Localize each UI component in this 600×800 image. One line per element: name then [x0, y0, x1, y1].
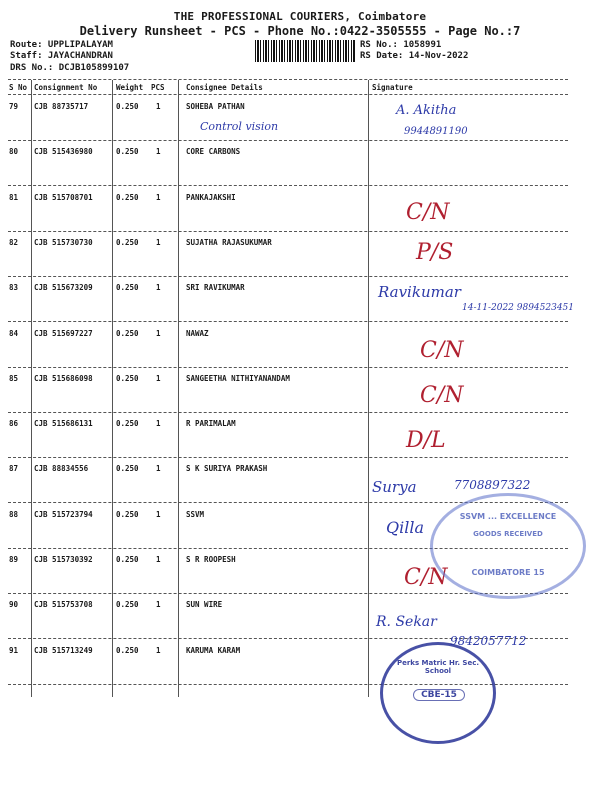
consignee-cell: S K SURIYA PRAKASH: [186, 464, 268, 474]
consignment-cell: CJB 515730730: [34, 237, 93, 247]
sno-cell: 89: [9, 555, 19, 564]
consignment-cell: CJB 515708701: [34, 192, 93, 202]
pcs-cell: 1: [156, 373, 161, 383]
staff-label: Staff: JAYACHANDRAN: [10, 51, 113, 61]
table-row: [0, 232, 600, 278]
pcs-cell: 1: [156, 328, 161, 338]
consignment-cell: CJB 515436980: [34, 147, 93, 157]
table-row: [0, 141, 600, 187]
consignment-cell: CJB 88735717: [34, 102, 89, 111]
sno-cell: 80: [9, 147, 19, 157]
table-row: [0, 96, 600, 142]
weight-cell: 0.250: [116, 237, 139, 247]
consignee-cell: SUJATHA RAJASUKUMAR: [186, 237, 272, 247]
signature: A. Akitha: [396, 103, 457, 118]
school-stamp-code: CBE-15: [413, 689, 465, 701]
signature: D/L: [406, 428, 446, 453]
table-row: [0, 413, 600, 459]
pcs-cell: 1: [156, 147, 161, 157]
barcode: [255, 40, 355, 62]
pcs-cell: 1: [156, 283, 161, 293]
weight-cell: 0.250: [116, 419, 139, 429]
signature: P/S: [416, 240, 454, 265]
consignment-cell: CJB 515686098: [34, 373, 93, 383]
weight-cell: 0.250: [116, 328, 139, 338]
sno-cell: 81: [9, 192, 19, 202]
sno-cell: 82: [9, 237, 19, 247]
signature: C/N: [420, 383, 464, 408]
sno-cell: 83: [9, 283, 19, 293]
rs-no: RS No.: 1058991: [360, 40, 442, 50]
signature: Qilla: [386, 518, 425, 537]
sno-cell: 88: [9, 509, 19, 519]
consignee-cell: NAWAZ: [186, 328, 209, 338]
consignee-cell: SRI RAVIKUMAR: [186, 283, 245, 293]
col-consignment: Consignment No: [34, 83, 98, 92]
consignment-cell: CJB 515730392: [34, 555, 93, 564]
weight-cell: 0.250: [116, 283, 139, 293]
weight-cell: 0.250: [116, 509, 139, 519]
weight-cell: 0.250: [116, 192, 139, 202]
signature: C/N: [406, 200, 450, 225]
signature: Ravikumar: [378, 283, 461, 301]
signature: C/N: [404, 565, 448, 590]
col-pcs: PCS: [151, 83, 165, 92]
table-row: [0, 323, 600, 369]
weight-cell: 0.250: [116, 645, 139, 655]
consignee-cell: SSVM: [186, 509, 205, 519]
weight-cell: 0.250: [116, 147, 139, 157]
col-weight: Weight: [116, 83, 144, 92]
table-row: [0, 368, 600, 414]
consignee-cell: R PARIMALAM: [186, 419, 236, 429]
signature: C/N: [420, 338, 464, 363]
consignment-cell: CJB 515673209: [34, 283, 93, 293]
table-row: [0, 187, 600, 233]
school-stamp: [380, 642, 496, 744]
signature-extra: 14-11-2022 9894523451: [462, 303, 575, 313]
ssvm-stamp: [430, 493, 586, 599]
weight-cell: 0.250: [116, 464, 139, 474]
pcs-cell: 1: [156, 102, 161, 111]
weight-cell: 0.250: [116, 600, 139, 610]
sno-cell: 91: [9, 645, 19, 655]
consignee-cell: SOHEBA PATHAN: [186, 102, 245, 111]
route-label: Route: UPPLIPALAYAM: [10, 40, 113, 50]
consignment-cell: CJB 515697227: [34, 328, 93, 338]
consignee-cell: PANKAJAKSHI: [186, 192, 236, 202]
col-signature: Signature: [372, 83, 413, 92]
ssvm-stamp-city: COIMBATORE 15: [471, 568, 545, 577]
ssvm-stamp-goods: GOODS RECEIVED: [473, 530, 543, 538]
consignment-cell: CJB 515713249: [34, 645, 93, 655]
signature: R. Sekar: [376, 614, 437, 630]
consignee-cell: S R ROOPESH: [186, 555, 236, 564]
pcs-cell: 1: [156, 464, 161, 474]
consignment-cell: CJB 88834556: [34, 464, 89, 474]
table-row: [0, 277, 600, 323]
sno-cell: 86: [9, 419, 19, 429]
pcs-cell: 1: [156, 600, 161, 610]
table-row: [0, 640, 600, 686]
school-stamp-title: Perks Matric Hr. Sec. School: [396, 659, 480, 675]
weight-cell: 0.250: [116, 102, 139, 111]
rs-date: RS Date: 14-Nov-2022: [360, 51, 469, 61]
pcs-cell: 1: [156, 645, 161, 655]
signature-extra: 9842057712: [450, 634, 527, 648]
consignee-cell: KARUMA KARAM: [186, 645, 241, 655]
pcs-cell: 1: [156, 419, 161, 429]
consignee-cell: SANGEETHA NITHIYANANDAM: [186, 373, 290, 383]
handwritten-note: Control vision: [200, 120, 279, 133]
pcs-cell: 1: [156, 509, 161, 519]
ssvm-stamp-title: SSVM ... EXCELLENCE: [459, 512, 557, 521]
sno-cell: 79: [9, 102, 19, 111]
signature: Surya: [372, 478, 417, 496]
sno-cell: 90: [9, 600, 19, 610]
header-bottom-rule: [8, 94, 568, 95]
sno-cell: 84: [9, 328, 19, 338]
consignee-cell: SUN WIRE: [186, 600, 223, 610]
pcs-cell: 1: [156, 555, 161, 564]
header-top-rule: [8, 79, 568, 80]
consignment-cell: CJB 515753708: [34, 600, 93, 610]
signature-extra: 7708897322: [454, 478, 531, 492]
pcs-cell: 1: [156, 192, 161, 202]
weight-cell: 0.250: [116, 555, 139, 564]
doc-subtitle: Delivery Runsheet - PCS - Phone No.:0422-3505555 - Page No.:7: [79, 24, 521, 38]
consignment-cell: CJB 515723794: [34, 509, 93, 519]
doc-title: THE PROFESSIONAL COURIERS, Coimbatore: [173, 10, 427, 23]
col-consignee: Consignee Details: [186, 83, 263, 92]
drs-label: DRS No.: DCJB105899107: [10, 63, 130, 73]
weight-cell: 0.250: [116, 373, 139, 383]
consignment-cell: CJB 515686131: [34, 419, 93, 429]
pcs-cell: 1: [156, 237, 161, 247]
consignee-cell: CORE CARBONS: [186, 147, 241, 157]
sno-cell: 85: [9, 373, 19, 383]
sno-cell: 87: [9, 464, 19, 474]
signature-extra: 9944891190: [404, 126, 468, 137]
col-sno: S No: [9, 83, 28, 92]
